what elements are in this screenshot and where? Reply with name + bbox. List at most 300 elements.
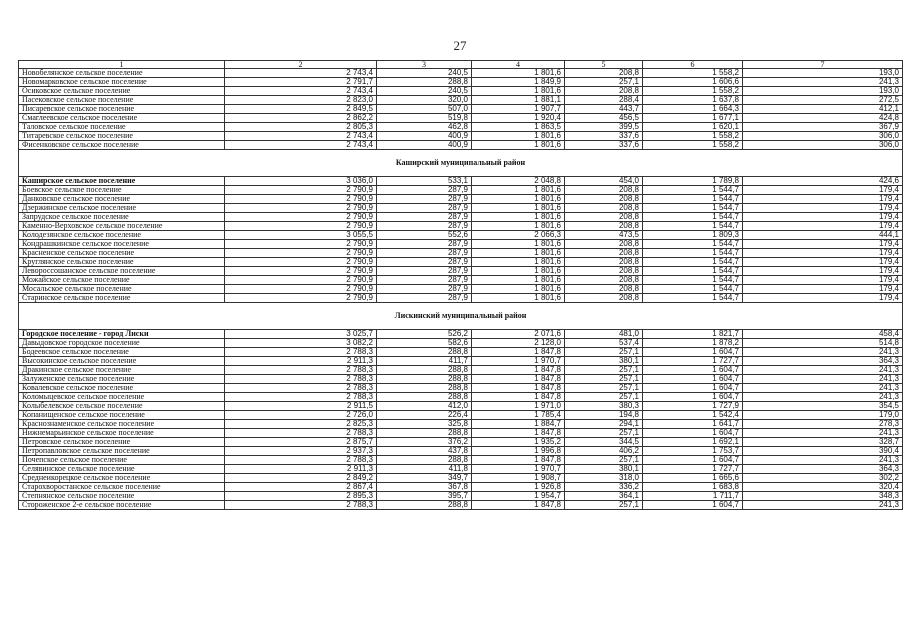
- value-cell-col-6: 1 727,7: [643, 465, 743, 474]
- value-cell-col-4: 1 971,0: [472, 402, 565, 411]
- value-cell-col-3: 288,8: [377, 501, 472, 510]
- value-cell-col-4: 1 801,6: [472, 276, 565, 285]
- value-cell-col-6: 1 544,7: [643, 267, 743, 276]
- value-cell-col-5: 208,8: [565, 285, 643, 294]
- value-cell-col-7: 514,8: [743, 339, 903, 348]
- settlements-table: [18, 60, 903, 510]
- table-row: [19, 87, 903, 96]
- value-cell-col-7: 179,4: [743, 267, 903, 276]
- value-cell-col-7: 241,3: [743, 429, 903, 438]
- value-cell-col-5: 208,8: [565, 294, 643, 303]
- value-cell-col-2: 2 788,3: [225, 456, 377, 465]
- settlement-name-cell: Старохворостанское сельское поселение: [19, 483, 225, 492]
- value-cell-col-2: 2 743,4: [225, 69, 377, 78]
- value-cell-col-7: 179,0: [743, 411, 903, 420]
- table-row: [19, 483, 903, 492]
- value-cell-col-5: 399,5: [565, 123, 643, 132]
- value-cell-col-5: 208,8: [565, 258, 643, 267]
- table-row: [19, 249, 903, 258]
- value-cell-col-4: 1 801,6: [472, 204, 565, 213]
- value-cell-col-6: 1 664,3: [643, 105, 743, 114]
- value-cell-col-7: 241,3: [743, 501, 903, 510]
- table-row: [19, 330, 903, 339]
- value-cell-col-6: 1 878,2: [643, 339, 743, 348]
- value-cell-col-7: 179,4: [743, 258, 903, 267]
- value-cell-col-5: 473,5: [565, 231, 643, 240]
- settlement-name-cell: Петровское сельское поселение: [19, 438, 225, 447]
- value-cell-col-3: 376,2: [377, 438, 472, 447]
- value-cell-col-4: 1 801,6: [472, 267, 565, 276]
- value-cell-col-2: 2 937,3: [225, 447, 377, 456]
- table-row: [19, 114, 903, 123]
- value-cell-col-2: 2 790,9: [225, 285, 377, 294]
- table-row: [19, 240, 903, 249]
- section-title: Лискинский муниципальный район: [19, 303, 903, 330]
- value-cell-col-6: 1 604,7: [643, 429, 743, 438]
- settlement-name-cell: Кондрашкинское сельское поселение: [19, 240, 225, 249]
- value-cell-col-7: 241,3: [743, 375, 903, 384]
- value-cell-col-6: 1 558,2: [643, 132, 743, 141]
- table-row: [19, 411, 903, 420]
- header-cell: 1: [19, 61, 225, 69]
- settlement-name-cell: Копанищенское сельское поселение: [19, 411, 225, 420]
- value-cell-col-2: 2 790,9: [225, 267, 377, 276]
- value-cell-col-7: 306,0: [743, 132, 903, 141]
- table-row: [19, 276, 903, 285]
- value-cell-col-3: 240,5: [377, 69, 472, 78]
- value-cell-col-2: 2 911,3: [225, 357, 377, 366]
- value-cell-col-7: 364,3: [743, 357, 903, 366]
- value-cell-col-4: 2 071,6: [472, 330, 565, 339]
- table-row: [19, 222, 903, 231]
- value-cell-col-3: 582,6: [377, 339, 472, 348]
- value-cell-col-4: 1 801,6: [472, 240, 565, 249]
- value-cell-col-4: 1 908,7: [472, 474, 565, 483]
- value-cell-col-7: 320,4: [743, 483, 903, 492]
- table-row: [19, 213, 903, 222]
- value-cell-col-7: 179,4: [743, 285, 903, 294]
- value-cell-col-2: 2 788,3: [225, 393, 377, 402]
- value-cell-col-2: 2 790,9: [225, 204, 377, 213]
- value-cell-col-4: 1 926,8: [472, 483, 565, 492]
- value-cell-col-3: 287,9: [377, 204, 472, 213]
- value-cell-col-3: 226,4: [377, 411, 472, 420]
- settlement-name-cell: Старинское сельское поселение: [19, 294, 225, 303]
- value-cell-col-5: 208,8: [565, 87, 643, 96]
- value-cell-col-6: 1 677,1: [643, 114, 743, 123]
- value-cell-col-3: 288,8: [377, 366, 472, 375]
- table-row: [19, 402, 903, 411]
- value-cell-col-2: 2 911,5: [225, 402, 377, 411]
- table-row: [19, 474, 903, 483]
- value-cell-col-4: 1 801,6: [472, 285, 565, 294]
- value-cell-col-3: 287,9: [377, 258, 472, 267]
- table-row: [19, 177, 903, 186]
- section-header-row: [19, 303, 903, 330]
- table-row: [19, 69, 903, 78]
- value-cell-col-2: 2 790,9: [225, 258, 377, 267]
- value-cell-col-6: 1 711,7: [643, 492, 743, 501]
- value-cell-col-3: 325,8: [377, 420, 472, 429]
- settlement-name-cell: Осиковское сельское поселение: [19, 87, 225, 96]
- settlement-name-cell: Городское поселение - город Лиски: [19, 330, 225, 339]
- value-cell-col-2: 2 788,3: [225, 375, 377, 384]
- table-row: [19, 204, 903, 213]
- value-cell-col-6: 1 544,7: [643, 204, 743, 213]
- value-cell-col-3: 507,0: [377, 105, 472, 114]
- settlement-name-cell: Можайское сельское поселение: [19, 276, 225, 285]
- value-cell-col-6: 1 544,7: [643, 276, 743, 285]
- value-cell-col-5: 257,1: [565, 501, 643, 510]
- table-row: [19, 186, 903, 195]
- settlement-name-cell: Степнянское сельское поселение: [19, 492, 225, 501]
- settlement-name-cell: Данковское сельское поселение: [19, 195, 225, 204]
- settlement-name-cell: Давыдовское городское поселение: [19, 339, 225, 348]
- value-cell-col-4: 1 847,8: [472, 393, 565, 402]
- settlement-name-cell: Новобелянское сельское поселение: [19, 69, 225, 78]
- table-row: [19, 123, 903, 132]
- header-cell: 2: [225, 61, 377, 69]
- settlement-name-cell: Стороженское 2-е сельское поселение: [19, 501, 225, 510]
- value-cell-col-3: 287,9: [377, 276, 472, 285]
- settlement-name-cell: Смаглеевское сельское поселение: [19, 114, 225, 123]
- value-cell-col-7: 241,3: [743, 366, 903, 375]
- value-cell-col-6: 1 558,2: [643, 141, 743, 150]
- value-cell-col-7: 367,9: [743, 123, 903, 132]
- settlement-name-cell: Новомарковское сельское поселение: [19, 78, 225, 87]
- value-cell-col-6: 1 544,7: [643, 294, 743, 303]
- value-cell-col-5: 208,8: [565, 276, 643, 285]
- value-cell-col-2: 2 790,9: [225, 276, 377, 285]
- value-cell-col-4: 1 847,8: [472, 348, 565, 357]
- value-cell-col-3: 411,7: [377, 357, 472, 366]
- value-cell-col-5: 380,1: [565, 357, 643, 366]
- value-cell-col-2: 2 862,2: [225, 114, 377, 123]
- value-cell-col-2: 2 743,4: [225, 87, 377, 96]
- value-cell-col-4: 1 847,8: [472, 456, 565, 465]
- value-cell-col-4: 1 801,6: [472, 69, 565, 78]
- settlement-name-cell: Боевское сельское поселение: [19, 186, 225, 195]
- value-cell-col-6: 1 604,7: [643, 501, 743, 510]
- section-title: Каширский муниципальный район: [19, 150, 903, 177]
- value-cell-col-7: 179,4: [743, 213, 903, 222]
- table-row: [19, 285, 903, 294]
- settlement-name-cell: Запрудское сельское поселение: [19, 213, 225, 222]
- value-cell-col-7: 444,1: [743, 231, 903, 240]
- settlement-name-cell: Залуженское сельское поселение: [19, 375, 225, 384]
- value-cell-col-4: 2 128,0: [472, 339, 565, 348]
- value-cell-col-5: 257,1: [565, 429, 643, 438]
- value-cell-col-5: 380,3: [565, 402, 643, 411]
- value-cell-col-3: 287,9: [377, 294, 472, 303]
- value-cell-col-4: 1 847,8: [472, 375, 565, 384]
- settlement-name-cell: Фисенковское сельское поселение: [19, 141, 225, 150]
- value-cell-col-6: 1 665,6: [643, 474, 743, 483]
- value-cell-col-2: 2 849,2: [225, 474, 377, 483]
- value-cell-col-6: 1 641,7: [643, 420, 743, 429]
- value-cell-col-2: 2 805,3: [225, 123, 377, 132]
- value-cell-col-2: 2 790,9: [225, 240, 377, 249]
- value-cell-col-5: 337,6: [565, 132, 643, 141]
- settlement-name-cell: Дзержинское сельское поселение: [19, 204, 225, 213]
- value-cell-col-3: 519,8: [377, 114, 472, 123]
- settlement-name-cell: Краснознаменское сельское поселение: [19, 420, 225, 429]
- value-cell-col-6: 1 544,7: [643, 195, 743, 204]
- value-cell-col-3: 349,7: [377, 474, 472, 483]
- section-header-row: [19, 150, 903, 177]
- value-cell-col-7: 179,4: [743, 195, 903, 204]
- value-cell-col-3: 288,8: [377, 393, 472, 402]
- value-cell-col-3: 367,8: [377, 483, 472, 492]
- value-cell-col-4: 1 847,8: [472, 501, 565, 510]
- value-cell-col-5: 454,0: [565, 177, 643, 186]
- value-cell-col-5: 380,1: [565, 465, 643, 474]
- value-cell-col-5: 481,0: [565, 330, 643, 339]
- value-cell-col-2: 2 867,4: [225, 483, 377, 492]
- value-cell-col-2: 2 790,9: [225, 249, 377, 258]
- value-cell-col-6: 1 604,7: [643, 384, 743, 393]
- value-cell-col-4: 1 884,7: [472, 420, 565, 429]
- value-cell-col-3: 411,8: [377, 465, 472, 474]
- value-cell-col-4: 1 996,8: [472, 447, 565, 456]
- value-cell-col-5: 208,8: [565, 195, 643, 204]
- value-cell-col-3: 287,9: [377, 195, 472, 204]
- value-cell-col-6: 1 544,7: [643, 240, 743, 249]
- value-cell-col-6: 1 727,7: [643, 357, 743, 366]
- value-cell-col-7: 179,4: [743, 204, 903, 213]
- value-cell-col-2: 2 791,7: [225, 78, 377, 87]
- value-cell-col-7: 179,4: [743, 222, 903, 231]
- value-cell-col-5: 336,2: [565, 483, 643, 492]
- settlement-name-cell: Высокинское сельское поселение: [19, 357, 225, 366]
- value-cell-col-5: 257,1: [565, 384, 643, 393]
- value-cell-col-6: 1 809,3: [643, 231, 743, 240]
- value-cell-col-3: 462,8: [377, 123, 472, 132]
- table-row: [19, 132, 903, 141]
- value-cell-col-3: 287,9: [377, 222, 472, 231]
- value-cell-col-6: 1 544,7: [643, 249, 743, 258]
- value-cell-col-7: 354,5: [743, 402, 903, 411]
- value-cell-col-4: 2 066,3: [472, 231, 565, 240]
- value-cell-col-5: 364,1: [565, 492, 643, 501]
- value-cell-col-5: 318,0: [565, 474, 643, 483]
- value-cell-col-4: 1 907,7: [472, 105, 565, 114]
- value-cell-col-4: 1 920,4: [472, 114, 565, 123]
- value-cell-col-5: 257,1: [565, 348, 643, 357]
- settlement-name-cell: Писаревское сельское поселение: [19, 105, 225, 114]
- value-cell-col-7: 179,4: [743, 276, 903, 285]
- value-cell-col-6: 1 544,7: [643, 285, 743, 294]
- settlement-name-cell: Нижнемарьинское сельское поселение: [19, 429, 225, 438]
- value-cell-col-2: 2 790,9: [225, 222, 377, 231]
- value-cell-col-3: 526,2: [377, 330, 472, 339]
- value-cell-col-4: 1 847,8: [472, 366, 565, 375]
- value-cell-col-6: 1 604,7: [643, 456, 743, 465]
- value-cell-col-2: 2 825,3: [225, 420, 377, 429]
- value-cell-col-6: 1 692,1: [643, 438, 743, 447]
- value-cell-col-2: 2 790,9: [225, 195, 377, 204]
- table-row: [19, 141, 903, 150]
- value-cell-col-7: 412,1: [743, 105, 903, 114]
- value-cell-col-7: 272,5: [743, 96, 903, 105]
- value-cell-col-3: 400,9: [377, 141, 472, 150]
- value-cell-col-7: 193,0: [743, 87, 903, 96]
- table-row: [19, 339, 903, 348]
- value-cell-col-5: 257,1: [565, 375, 643, 384]
- value-cell-col-6: 1 604,7: [643, 366, 743, 375]
- settlement-name-cell: Селявинское сельское поселение: [19, 465, 225, 474]
- value-cell-col-2: 2 743,4: [225, 141, 377, 150]
- value-cell-col-4: 1 970,7: [472, 357, 565, 366]
- settlement-name-cell: Титаревское сельское поселение: [19, 132, 225, 141]
- value-cell-col-6: 1 542,4: [643, 411, 743, 420]
- value-cell-col-4: 1 801,6: [472, 294, 565, 303]
- value-cell-col-6: 1 727,9: [643, 402, 743, 411]
- value-cell-col-5: 456,5: [565, 114, 643, 123]
- value-cell-col-3: 287,9: [377, 285, 472, 294]
- value-cell-col-3: 288,8: [377, 456, 472, 465]
- value-cell-col-3: 287,9: [377, 267, 472, 276]
- value-cell-col-2: 2 790,9: [225, 294, 377, 303]
- value-cell-col-3: 288,8: [377, 375, 472, 384]
- settlement-name-cell: Среднеикорецкое сельское поселение: [19, 474, 225, 483]
- value-cell-col-2: 2 911,3: [225, 465, 377, 474]
- value-cell-col-5: 294,1: [565, 420, 643, 429]
- value-cell-col-6: 1 606,6: [643, 78, 743, 87]
- table-row: [19, 420, 903, 429]
- value-cell-col-4: 1 801,6: [472, 222, 565, 231]
- value-cell-col-4: 1 801,6: [472, 213, 565, 222]
- value-cell-col-5: 194,8: [565, 411, 643, 420]
- value-cell-col-3: 437,8: [377, 447, 472, 456]
- value-cell-col-4: 1 801,6: [472, 195, 565, 204]
- value-cell-col-2: 2 895,3: [225, 492, 377, 501]
- value-cell-col-3: 320,0: [377, 96, 472, 105]
- value-cell-col-7: 390,4: [743, 447, 903, 456]
- value-cell-col-3: 288,8: [377, 348, 472, 357]
- value-cell-col-4: 1 935,2: [472, 438, 565, 447]
- value-cell-col-4: 1 954,7: [472, 492, 565, 501]
- value-cell-col-5: 537,4: [565, 339, 643, 348]
- table-row: [19, 267, 903, 276]
- value-cell-col-6: 1 544,7: [643, 258, 743, 267]
- value-cell-col-6: 1 558,2: [643, 87, 743, 96]
- value-cell-col-3: 533,1: [377, 177, 472, 186]
- header-row: [19, 61, 903, 69]
- value-cell-col-2: 2 788,3: [225, 366, 377, 375]
- value-cell-col-2: 2 790,9: [225, 213, 377, 222]
- page-number: 27: [453, 38, 467, 53]
- value-cell-col-2: 3 036,0: [225, 177, 377, 186]
- table-row: [19, 465, 903, 474]
- table-row: [19, 105, 903, 114]
- value-cell-col-7: 424,6: [743, 177, 903, 186]
- value-cell-col-5: 406,2: [565, 447, 643, 456]
- value-cell-col-6: 1 637,8: [643, 96, 743, 105]
- value-cell-col-3: 288,8: [377, 78, 472, 87]
- value-cell-col-2: 3 082,2: [225, 339, 377, 348]
- value-cell-col-7: 179,4: [743, 294, 903, 303]
- table-row: [19, 438, 903, 447]
- table-row: [19, 195, 903, 204]
- value-cell-col-3: 287,9: [377, 240, 472, 249]
- table-row: [19, 78, 903, 87]
- table-row: [19, 501, 903, 510]
- value-cell-col-6: 1 558,2: [643, 69, 743, 78]
- value-cell-col-7: 364,3: [743, 465, 903, 474]
- value-cell-col-3: 288,8: [377, 384, 472, 393]
- settlement-name-cell: Коломыцевское сельское поселение: [19, 393, 225, 402]
- value-cell-col-6: 1 544,7: [643, 213, 743, 222]
- value-cell-col-7: 241,3: [743, 78, 903, 87]
- value-cell-col-4: 1 847,8: [472, 429, 565, 438]
- settlement-name-cell: Бодеевское сельское поселение: [19, 348, 225, 357]
- value-cell-col-5: 257,1: [565, 456, 643, 465]
- value-cell-col-4: 1 881,1: [472, 96, 565, 105]
- value-cell-col-2: 2 790,9: [225, 186, 377, 195]
- header-cell: 4: [472, 61, 565, 69]
- value-cell-col-6: 1 789,8: [643, 177, 743, 186]
- settlement-name-cell: Левороссошанское сельское поселение: [19, 267, 225, 276]
- table-row: [19, 258, 903, 267]
- value-cell-col-7: 241,3: [743, 456, 903, 465]
- value-cell-col-3: 288,8: [377, 429, 472, 438]
- value-cell-col-7: 306,0: [743, 141, 903, 150]
- value-cell-col-5: 257,1: [565, 78, 643, 87]
- value-cell-col-3: 287,9: [377, 213, 472, 222]
- value-cell-col-7: 241,3: [743, 384, 903, 393]
- table-row: [19, 294, 903, 303]
- value-cell-col-5: 257,1: [565, 366, 643, 375]
- value-cell-col-7: 241,3: [743, 393, 903, 402]
- table-row: [19, 357, 903, 366]
- value-cell-col-3: 287,9: [377, 249, 472, 258]
- table-row: [19, 393, 903, 402]
- value-cell-col-6: 1 753,7: [643, 447, 743, 456]
- value-cell-col-5: 208,8: [565, 240, 643, 249]
- value-cell-col-6: 1 604,7: [643, 393, 743, 402]
- value-cell-col-4: 2 048,8: [472, 177, 565, 186]
- value-cell-col-4: 1 801,6: [472, 141, 565, 150]
- settlement-name-cell: Ковалевское сельское поселение: [19, 384, 225, 393]
- value-cell-col-6: 1 604,7: [643, 375, 743, 384]
- value-cell-col-2: 3 025,7: [225, 330, 377, 339]
- value-cell-col-3: 395,7: [377, 492, 472, 501]
- value-cell-col-7: 241,3: [743, 348, 903, 357]
- value-cell-col-2: 2 788,3: [225, 429, 377, 438]
- settlement-name-cell: Пасековское сельское поселение: [19, 96, 225, 105]
- value-cell-col-5: 208,8: [565, 69, 643, 78]
- value-cell-col-2: 2 875,7: [225, 438, 377, 447]
- value-cell-col-4: 1 801,6: [472, 132, 565, 141]
- settlement-name-cell: Почепское сельское поселение: [19, 456, 225, 465]
- value-cell-col-2: 2 788,3: [225, 384, 377, 393]
- value-cell-col-6: 1 604,7: [643, 348, 743, 357]
- value-cell-col-5: 208,8: [565, 204, 643, 213]
- value-cell-col-5: 344,5: [565, 438, 643, 447]
- value-cell-col-5: 208,8: [565, 186, 643, 195]
- value-cell-col-6: 1 620,1: [643, 123, 743, 132]
- value-cell-col-4: 1 847,8: [472, 384, 565, 393]
- table-row: [19, 447, 903, 456]
- value-cell-col-7: 179,4: [743, 249, 903, 258]
- table-row: [19, 231, 903, 240]
- settlement-name-cell: Мосальское сельское поселение: [19, 285, 225, 294]
- value-cell-col-2: 2 788,3: [225, 501, 377, 510]
- header-cell: 3: [377, 61, 472, 69]
- value-cell-col-2: 3 055,5: [225, 231, 377, 240]
- table-row: [19, 456, 903, 465]
